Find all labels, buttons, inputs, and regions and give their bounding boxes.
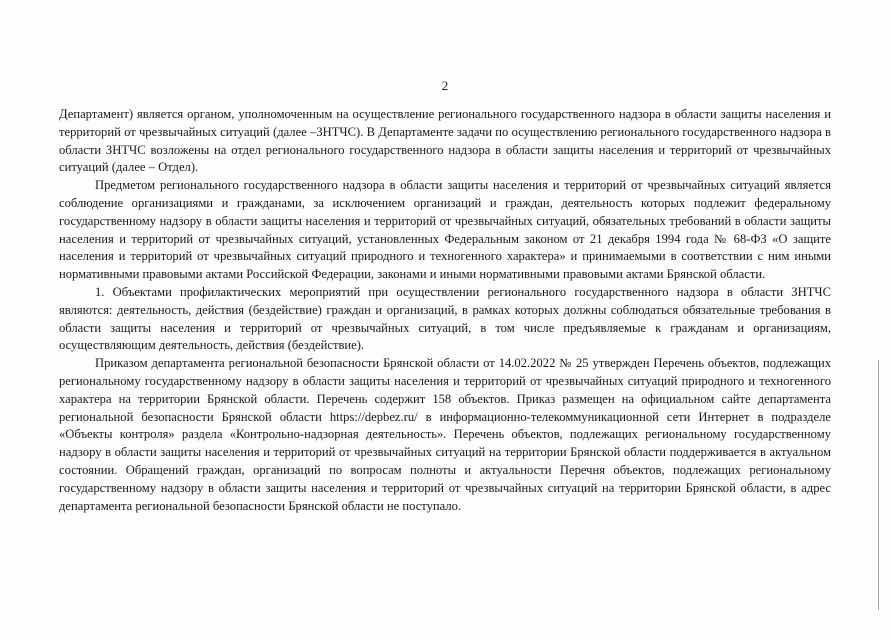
paragraph-department-continuation: Департамент) является органом, уполномоченным на осуществление регионального государственного надзора в области защиты населения и территорий от чрезвычайных ситуаций (далее –ЗНТЧС). В Департаменте задачи по осуществлению регионального государственного надзора в области ЗНТЧС возложены на отдел регионального государственного надзора в области защиты населения и территорий от чрезвычайных ситуаций (далее – Отдел). (59, 107, 831, 175)
page-number: 2 (441, 78, 449, 93)
paragraph-order-list-of-objects: Приказом департамента региональной безопасности Брянской области от 14.02.2022 № 25 утвержден Перечень объектов, подлежащих региональному государственному надзору в области защиты населения и территорий от чрезвычайных ситуаций природного и техногенного характера на территории Брянской области. Перечень содержит 158 объектов. Приказ размещен на официальном сайте департамента региональной безопасности Брянской области https://depbez.ru/ в информационно-телекоммуникационной сети Интернет в подразделе «Объекты контроля» раздела «Контрольно-надзорная деятельность». Перечень объектов, подлежащих региональному государственному надзору в области защиты населения и территорий от чрезвычайных ситуаций на территории Брянской области поддерживается в актуальном состоянии. Обращений граждан, организаций по вопросам полноты и актуальности Перечня объектов, подлежащих региональному государственному надзору в области защиты населения и территорий от чрезвычайных ситуаций на территории Брянской области, в адрес департамента региональной безопасности Брянской области не поступало. (59, 356, 831, 513)
document-body (59, 106, 831, 515)
paragraph-subject-of-supervision: Предметом регионального государственного надзора в области защиты населения и территорий от чрезвычайных ситуаций является соблюдение организациями и гражданами, за исключением организаций и граждан, деятельность которых подлежит федеральному государственному надзору в области защиты населения и территорий от чрезвычайных ситуаций, обязательных требований в области защиты населения и территорий от чрезвычайных ситуаций, установленных Федеральным законом от 21 декабря 1994 года № 68-ФЗ «О защите населения и территорий от чрезвычайных ситуаций природного и техногенного характера» и принимаемыми в соответствии с ним иными нормативными правовыми актами Российской Федерации, законами и иными нормативными правовыми актами Брянской области. (59, 178, 831, 282)
paragraph-objects-of-prevention: 1. Объектами профилактических мероприятий при осуществлении регионального государственного надзора в области ЗНТЧС являются: деятельность, действия (бездействие) граждан и организаций, в рамках которых должны соблюдаться обязательные требования в области защиты населения и территорий от чрезвычайных ситуаций, в том числе предъявляемые к гражданам и организациям, осуществляющим деятельность, действия (бездействие). (59, 284, 831, 353)
scan-edge-line (878, 360, 879, 610)
